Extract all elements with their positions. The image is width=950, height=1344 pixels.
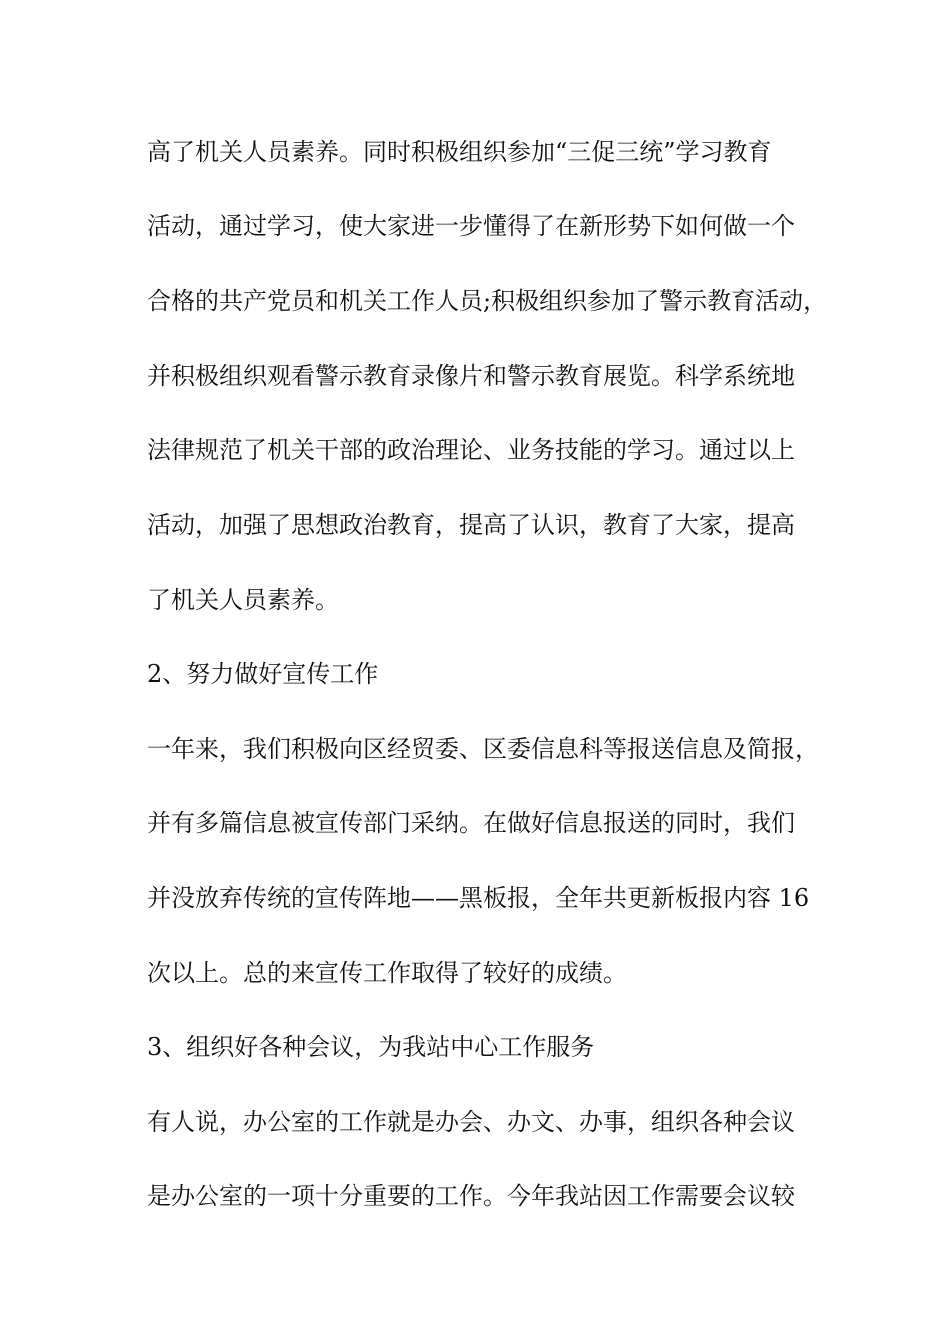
paragraph-line: 法律规范了机关干部的政治理论、业务技能的学习。通过以上 <box>147 436 795 464</box>
paragraph-line: 次以上。总的来宣传工作取得了较好的成绩。 <box>147 959 627 987</box>
paragraph-line: 活动，加强了思想政治教育，提高了认识，教育了大家，提高 <box>147 511 795 539</box>
paragraph-line: 活动，通过学习，使大家进一步懂得了在新形势下如何做一个 <box>147 212 795 240</box>
paragraph-line: 高了机关人员素养。同时积极组织参加“三促三统”学习教育 <box>147 138 772 166</box>
paragraph-line: 合格的共产党员和机关工作人员;积极组织参加了警示教育活动， <box>147 287 828 315</box>
section-heading: 2、努力做好宣传工作 <box>147 660 379 688</box>
paragraph-line: 是办公室的一项十分重要的工作。今年我站因工作需要会议较 <box>147 1182 795 1210</box>
section-heading: 3、组织好各种会议，为我站中心工作服务 <box>147 1033 595 1061</box>
paragraph-line: 了机关人员素养。 <box>147 586 339 614</box>
paragraph-line: 并没放弃传统的宣传阵地——黑板报，全年共更新板报内容 16 <box>147 884 810 912</box>
paragraph-line: 并积极组织观看警示教育录像片和警示教育展览。科学系统地 <box>147 362 795 390</box>
paragraph-line: 一年来，我们积极向区经贸委、区委信息科等报送信息及简报， <box>147 735 819 763</box>
paragraph-line: 有人说，办公室的工作就是办会、办文、办事，组织各种会议 <box>147 1108 795 1136</box>
paragraph-line: 并有多篇信息被宣传部门采纳。在做好信息报送的同时，我们 <box>147 809 795 837</box>
